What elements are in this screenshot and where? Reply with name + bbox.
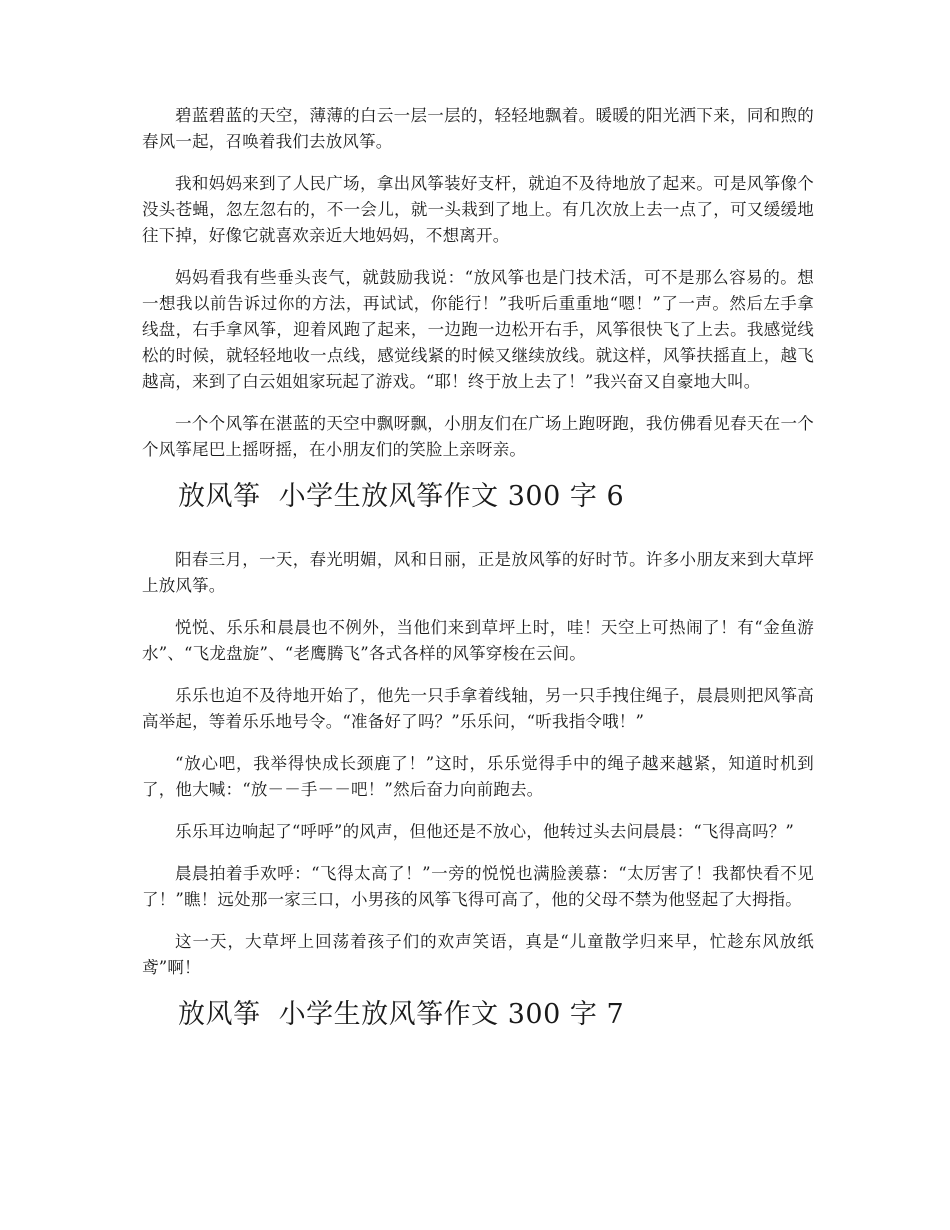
paragraph: 乐乐耳边响起了“呼呼”的风声，但他还是不放心，他转过头去问晨晨：“飞得高吗？”: [175, 822, 795, 841]
paragraph: “放心吧，我举得快成长颈鹿了！”这时，乐乐觉得手中的绳子越来越紧，知道时机到了，他大喊：“放－－手－－吧！”然后奋力向前跑去。: [142, 754, 814, 799]
article-body: [142, 103, 814, 1033]
paragraph: 妈妈看我有些垂头丧气，就鼓励我说：“放风筝也是门技术活，可不是那么容易的。想一想我以前告诉过你的方法，再试试，你能行！”我听后重重地“嗯！”了一声。然后左手拿线盘，右手拿风筝，迎着风跑了起来，一边跑一边松开右手，风筝很快飞了上去。我感觉线松的时候，就轻轻地收一点线，感觉线紧的时候又继续放线。就这样，风筝扶摇直上，越飞越高，来到了白云姐姐家玩起了游戏。“耶！终于放上去了！”我兴奋又自豪地大叫。: [142, 268, 814, 391]
paragraph: 晨晨拍着手欢呼：“飞得太高了！”一旁的悦悦也满脸羡慕：“太厉害了！我都快看不见了！”瞧！远处那一家三口，小男孩的风筝飞得可高了，他的父母不禁为他竖起了大拇指。: [142, 864, 814, 909]
paragraph: 阳春三月，一天，春光明媚，风和日丽，正是放风筝的好时节。许多小朋友来到大草坪上放风筝。: [142, 550, 814, 595]
paragraph: 乐乐也迫不及待地开始了，他先一只手拿着线轴，另一只手拽住绳子，晨晨则把风筝高高举起，等着乐乐地号令。“准备好了吗？”乐乐问，“听我指令哦！”: [142, 686, 814, 731]
paragraph: 这一天，大草坪上回荡着孩子们的欢声笑语，真是“儿童散学归来早，忙趁东风放纸鸢”啊！: [142, 932, 814, 977]
section-heading-7: 放风筝 小学生放风筝作文 300 字 7: [178, 999, 625, 1030]
paragraph: 一个个风筝在湛蓝的天空中飘呀飘，小朋友们在广场上跑呀跑，我仿佛看见春天在一个个风筝尾巴上摇呀摇，在小朋友们的笑脸上亲呀亲。: [142, 414, 814, 459]
paragraph: 我和妈妈来到了人民广场，拿出风筝装好支杆，就迫不及待地放了起来。可是风筝像个没头苍蝇，忽左忽右的，不一会儿，就一头栽到了地上。有几次放上去一点了，可又缓缓地往下掉，好像它就喜欢亲近大地妈妈，不想离开。: [142, 174, 814, 245]
paragraph: 碧蓝碧蓝的天空，薄薄的白云一层一层的，轻轻地飘着。暖暖的阳光洒下来，同和煦的春风一起，召唤着我们去放风筝。: [142, 106, 814, 151]
section-heading-6: 放风筝 小学生放风筝作文 300 字 6: [178, 481, 625, 512]
paragraph: 悦悦、乐乐和晨晨也不例外，当他们来到草坪上时，哇！天空上可热闹了！有“金鱼游水”、“飞龙盘旋”、“老鹰腾飞”各式各样的风筝穿梭在云间。: [142, 618, 814, 663]
